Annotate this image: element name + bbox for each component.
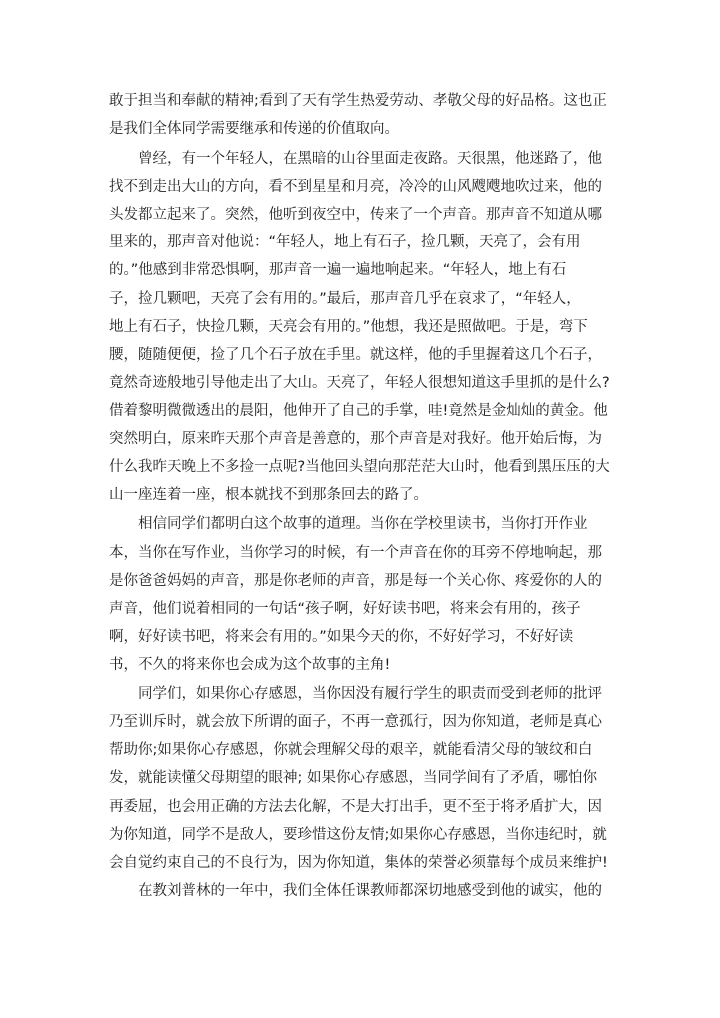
text-line: 地上有石子，快捡几颗，天亮会有用的。”他想，我还是照做吧。于是，弯下 bbox=[109, 319, 588, 335]
text-line: 子，捡几颗吧，天亮了会有用的。”最后，那声音几乎在哀求了，“年轻人， bbox=[109, 291, 581, 307]
text-line: 里来的，那声音对他说：“年轻人，地上有石子，捡几颗，天亮了，会有用 bbox=[109, 234, 581, 250]
text-line: 是我们全体同学需要继承和传递的价值取向。 bbox=[109, 121, 399, 137]
text-line: 敢于担当和奉献的精神;看到了天有学生热爱劳动、孝敬父母的好品格。这也正 bbox=[109, 93, 607, 109]
text-line: 竟然奇迹般地引导他走出了大山。天亮了，年轻人很想知道这手里抓的是什么? bbox=[109, 375, 610, 391]
text-line: 声音，他们说着相同的一句话“孩子啊，好好读书吧，将来会有用的，孩子 bbox=[109, 601, 581, 617]
text-line: 找不到走出大山的方向，看不到星星和月亮，冷冷的山风飕飕地吹过来，他的 bbox=[109, 179, 602, 195]
text-line: 为你知道，同学不是敌人，要珍惜这份友情;如果你心存感恩，当你违纪时，就 bbox=[109, 827, 607, 843]
text-line: 本，当你在写作业，当你学习的时候，有一个声音在你的耳旁不停地响起，那 bbox=[109, 545, 602, 561]
text-line: 的。”他感到非常恐惧啊，那声音一遍一遍地响起来。“年轻人，地上有石 bbox=[109, 262, 567, 278]
text-line: 头发都立起来了。突然，他听到夜空中，传来了一个声音。那声音不知道从哪 bbox=[109, 207, 602, 223]
text-line: 什么我昨天晚上不多捡一点呢?当他回头望向那茫茫大山时，他看到黑压压的大 bbox=[109, 459, 610, 475]
text-line: 再委屈，也会用正确的方法去化解，不是大打出手，更不至于将矛盾扩大，因 bbox=[109, 799, 602, 815]
text-line: 会自觉约束自己的不良行为，因为你知道，集体的荣誉必须靠每个成员来维护! bbox=[109, 855, 608, 871]
text-line: 在教刘普林的一年中，我们全体任课教师都深切地感受到他的诚实，他的 bbox=[109, 883, 602, 899]
text-line: 帮助你;如果你心存感恩，你就会理解父母的艰辛，就能看清父母的皱纹和白 bbox=[109, 742, 593, 758]
text-line: 相信同学们都明白这个故事的道理。当你在学校里读书，当你打开作业 bbox=[109, 516, 588, 532]
text-line: 突然明白，原来昨天那个声音是善意的，那个声音是对我好。他开始后悔，为 bbox=[109, 431, 602, 447]
text-line: 乃至训斥时，就会放下所谓的面子，不再一意孤行，因为你知道，老师是真心 bbox=[109, 714, 602, 730]
text-line: 发，就能读懂父母期望的眼神; 如果你心存感恩，当同学间有了矛盾，哪怕你 bbox=[109, 770, 597, 786]
text-line: 啊，好好读书吧，将来会有用的。”如果今天的你，不好好学习，不好好读 bbox=[109, 629, 574, 645]
text-line: 是你爸爸妈妈的声音，那是你老师的声音，那是每一个关心你、疼爱你的人的 bbox=[109, 573, 602, 589]
text-line: 书，不久的将来你也会成为这个故事的主角! bbox=[109, 657, 391, 673]
text-line: 曾经，有一个年轻人，在黑暗的山谷里面走夜路。天很黑，他迷路了，他 bbox=[109, 151, 602, 167]
text-line: 腰，随随便便，捡了几个石子放在手里。就这样，他的手里握着这几个石子， bbox=[109, 347, 602, 363]
text-line: 同学们，如果你心存感恩，当你因没有履行学生的职责而受到老师的批评 bbox=[109, 686, 602, 702]
text-line: 山一座连着一座，根本就找不到那条回去的路了。 bbox=[109, 487, 428, 503]
text-line: 借着黎明微微透出的晨阳，他伸开了自己的手掌，哇!竟然是金灿灿的黄金。他 bbox=[109, 403, 608, 419]
